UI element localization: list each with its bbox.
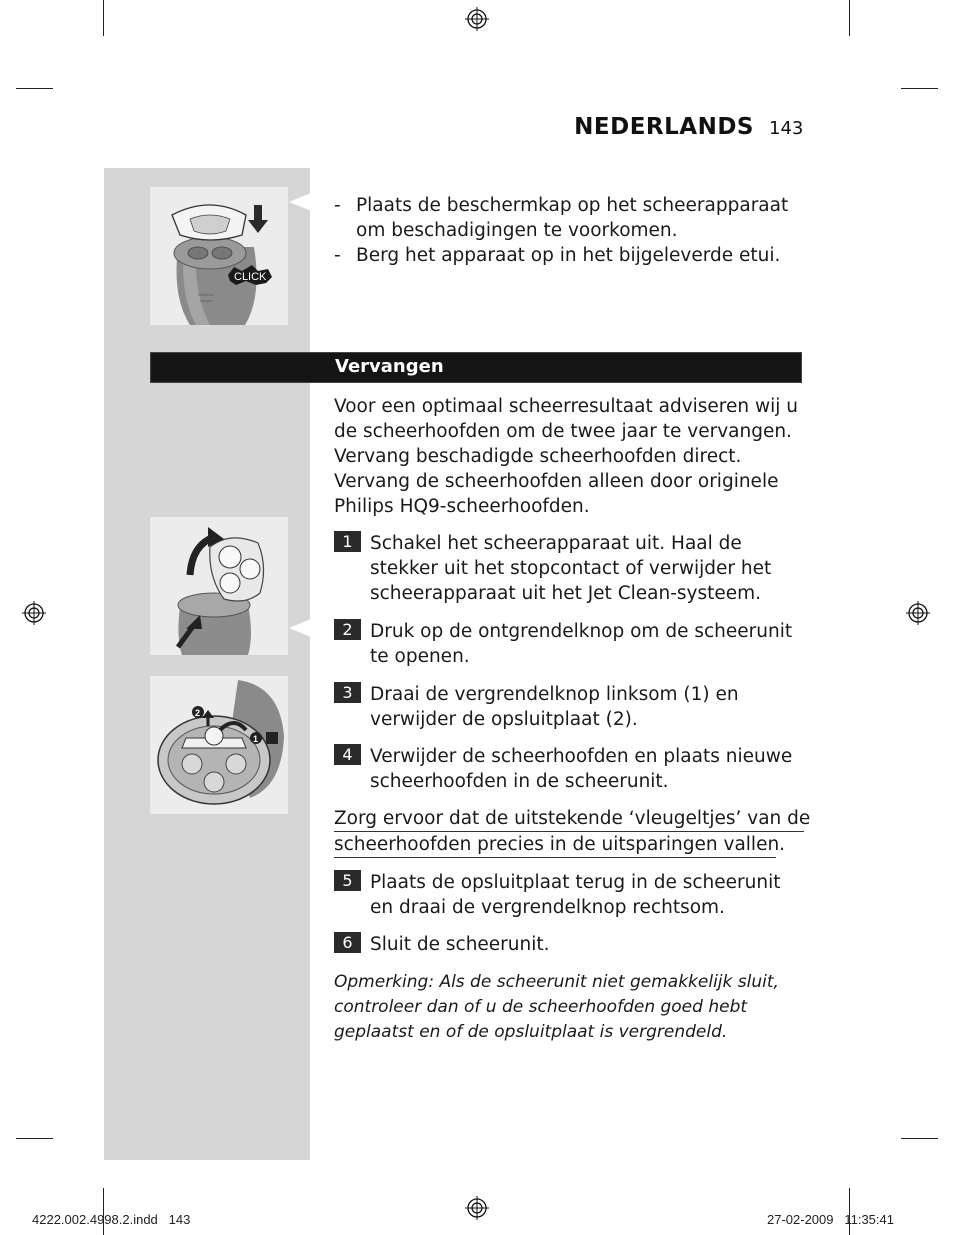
step-text: Verwijder de scheerhoofden en plaats nieuwe scheerhoofden in de scheerunit. <box>370 746 793 792</box>
page-number: 143 <box>769 118 804 139</box>
figure-label-one: 1 <box>253 734 259 744</box>
registration-mark-icon <box>906 601 930 625</box>
intro-paragraph: Voor een optimaal scheerresultaat adviseren wij u de scheerhoofden om de twee jaar te vervangen. Vervang beschadigde scheerhoofden direct. Vervang de scheerhoofden alleen door originele Philips HQ9-scheerhoofden. <box>334 396 798 517</box>
shaver-cap-illustration <box>150 187 288 325</box>
crop-mark <box>103 0 104 36</box>
figure-label-two: 2 <box>195 708 201 718</box>
crop-mark <box>849 0 850 36</box>
step-item <box>334 619 804 669</box>
section-title: Vervangen <box>335 356 444 377</box>
step-item <box>334 932 804 957</box>
step-text: Schakel het scheerapparaat uit. Haal de stekker uit het stopcontact of verwijder het scheerapparaat uit het Jet Clean-systeem. <box>370 533 772 604</box>
bullet-text: Plaats de beschermkap op het scheerapparaat om beschadigingen te voorkomen. <box>356 195 789 241</box>
section-header-bar <box>150 352 802 383</box>
crop-mark <box>16 1138 53 1139</box>
step-number: 6 <box>334 932 361 953</box>
step-text: Druk op de ontgrendelknop om de scheerunit te openen. <box>370 621 793 667</box>
step-number: 5 <box>334 870 361 891</box>
step-number: 1 <box>334 531 361 552</box>
registration-mark-icon <box>22 601 46 625</box>
warning-line-1: Zorg ervoor dat de uitstekende ‘vleugeltjes’ van de <box>334 808 811 829</box>
step-number: 3 <box>334 682 361 703</box>
storage-bullet <box>334 243 804 268</box>
step-text: Draai de vergrendelknop linksom (1) en verwijder de opsluitplaat (2). <box>370 684 739 730</box>
warning-line-2: scheerhoofden precies in de uitsparingen vallen. <box>334 834 786 855</box>
figure-pointer <box>289 619 311 637</box>
note-paragraph: Opmerking: Als de scheerunit niet gemakkelijk sluit, controleer dan of u de scheerhoofden goed hebt geplaatst en of de opsluitplaat is vergrendeld. <box>334 972 779 1042</box>
retaining-frame-illustration <box>150 676 288 814</box>
figure-pointer <box>289 193 311 211</box>
step-number: 2 <box>334 619 361 640</box>
step-number: 4 <box>334 744 361 765</box>
step-item <box>334 682 804 732</box>
step-text: Plaats de opsluitplaat terug in de scheerunit en draai de vergrendelknop rechtsom. <box>370 872 781 918</box>
bullet-dash: - <box>334 195 341 216</box>
storage-bullet <box>334 193 804 243</box>
crop-mark <box>901 1138 938 1139</box>
bullet-text: Berg het apparaat op in het bijgeleverde etui. <box>356 245 781 266</box>
registration-mark-icon <box>465 7 489 31</box>
registration-mark-icon <box>465 1196 489 1220</box>
footer-file-info: 4222.002.4998.2.indd 143 <box>32 1212 191 1227</box>
step-item <box>334 744 804 794</box>
warning-underline <box>334 857 776 858</box>
step-item <box>334 531 804 606</box>
crop-mark <box>16 88 53 89</box>
crop-mark <box>901 88 938 89</box>
step-item <box>334 870 804 920</box>
step-text: Sluit de scheerunit. <box>370 934 550 955</box>
footer-timestamp: 27-02-2009 11:35:41 <box>767 1212 894 1227</box>
click-label: CLICK <box>234 271 267 283</box>
bullet-dash: - <box>334 245 341 266</box>
open-shaving-unit-illustration <box>150 517 288 655</box>
page-language-heading: NEDERLANDS <box>574 114 754 140</box>
